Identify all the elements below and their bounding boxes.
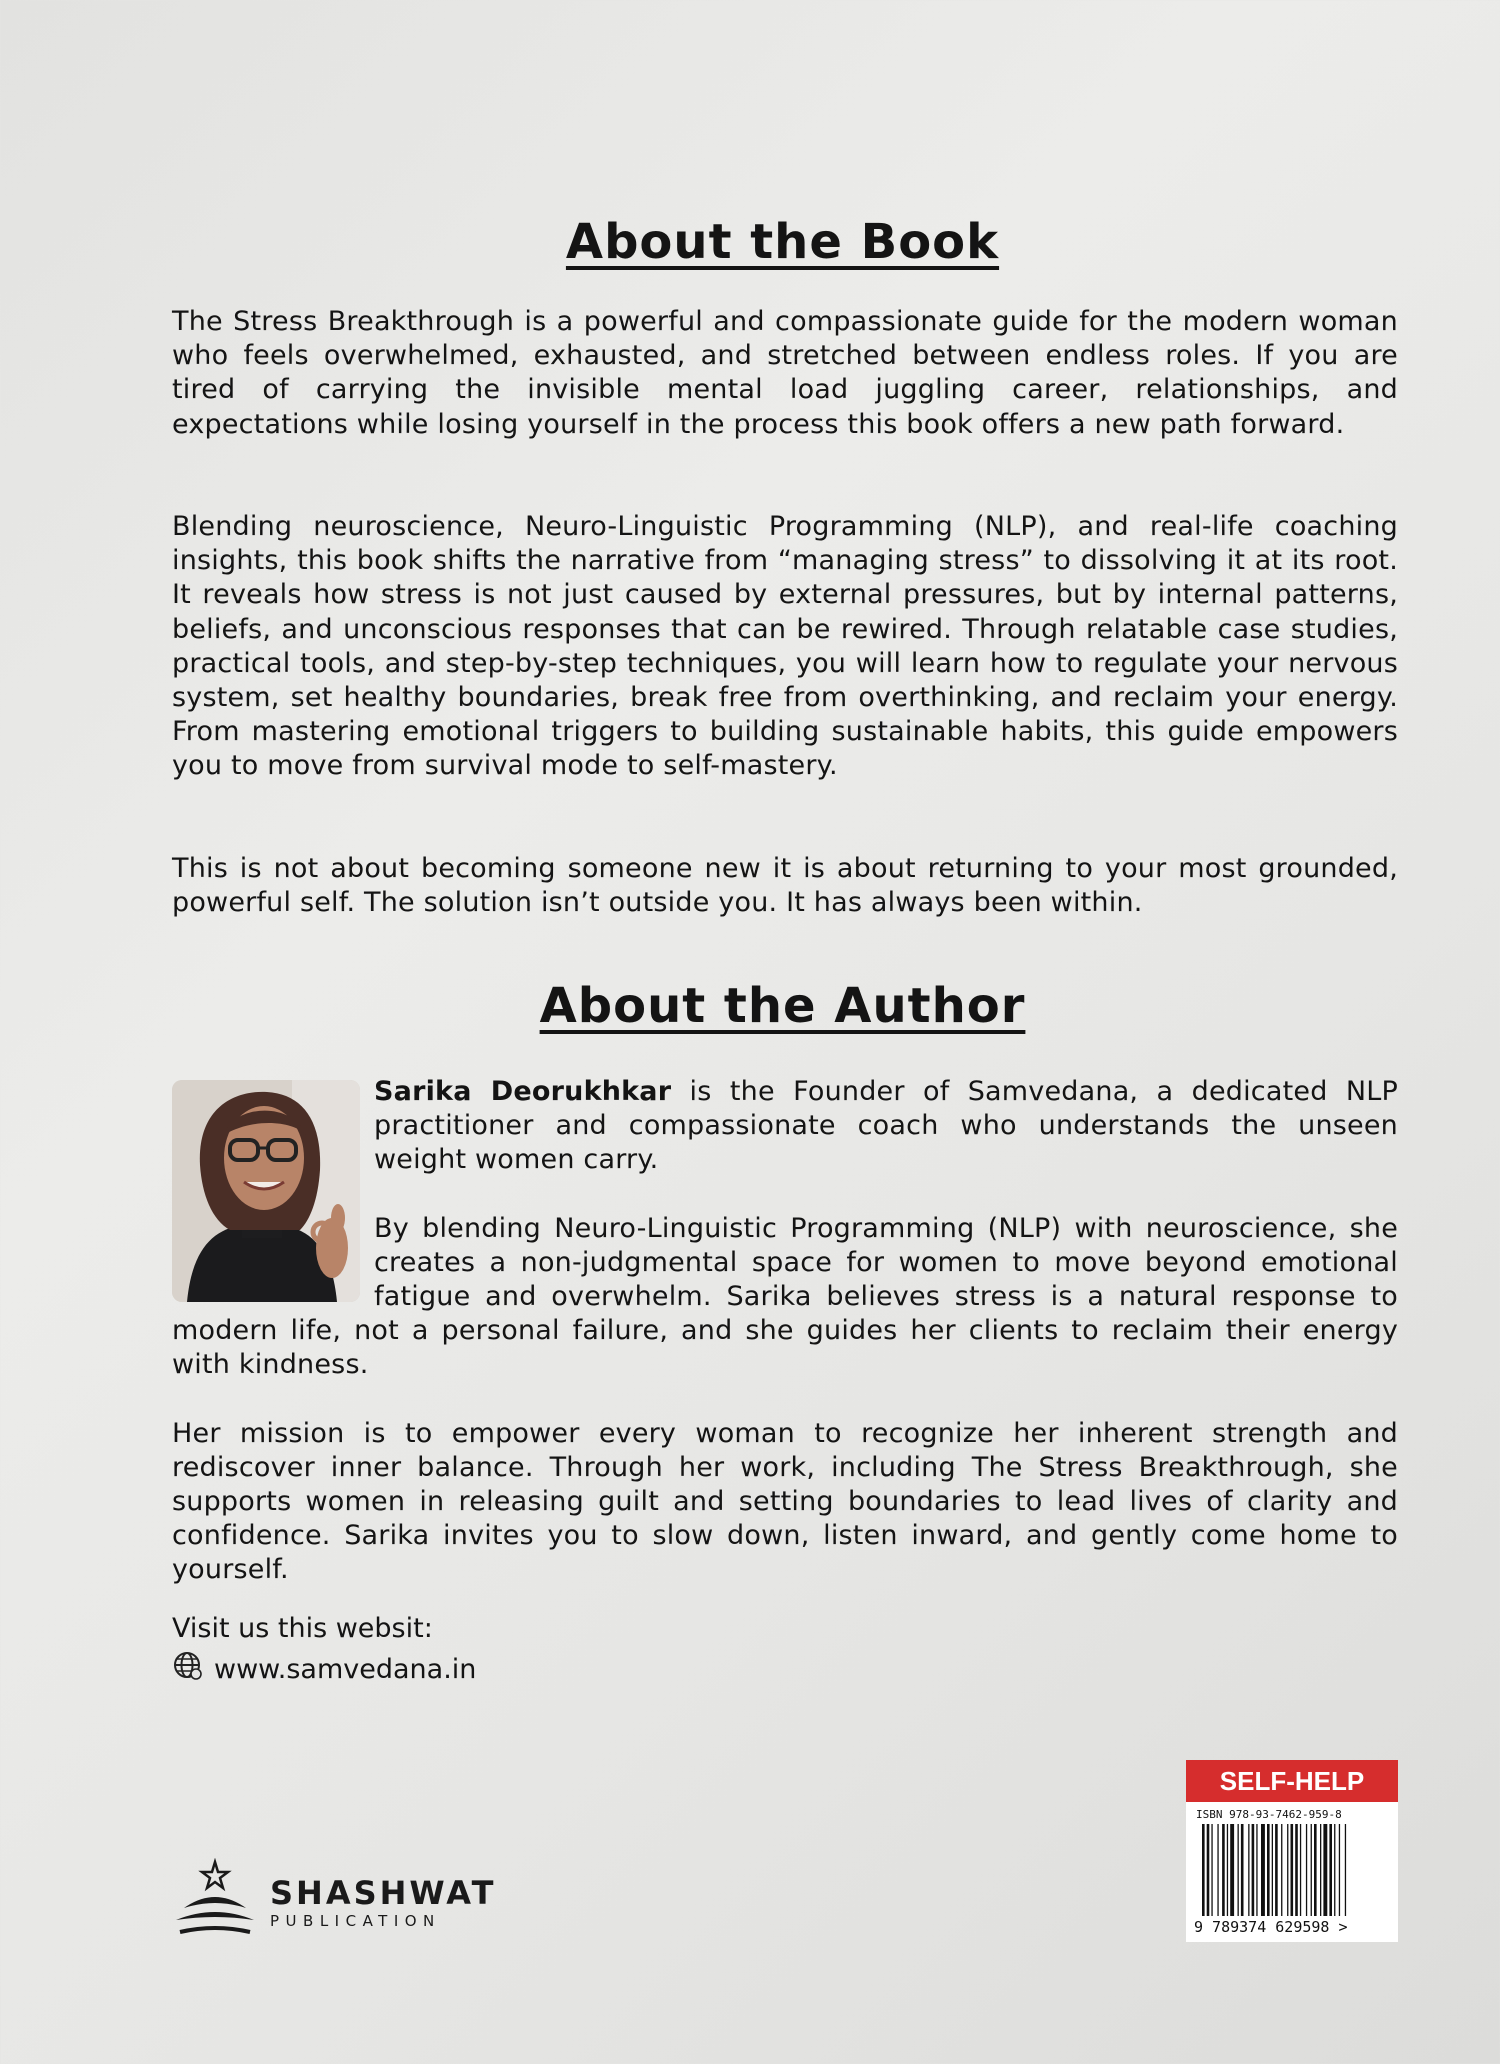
- author-bio: [172, 1075, 1398, 1622]
- barcode-block: [1186, 1760, 1398, 1942]
- publisher-logo: [170, 1858, 510, 1942]
- website-link[interactable]: [172, 1650, 476, 1689]
- about-author-heading: About the Author: [539, 978, 1026, 1034]
- visit-label: Visit us this websit:: [172, 1613, 433, 1644]
- author-paragraph-3: Her mission is to empower every woman to recognize her inherent strength and rediscover inner balance. Through her work, including The Stress Breakthrough, she supports women in releasing guilt and setting boundaries to lead lives of clarity and confidence. Sarika invites you to slow down, listen inward, and gently come home to yourself.: [172, 1417, 1398, 1586]
- isbn-text: ISBN 978-93-7462-959-8: [1196, 1808, 1342, 1821]
- book-paragraph-1: The Stress Breakthrough is a powerful and compassionate guide for the modern woman who feels overwhelmed, exhausted, and stretched between endless roles. If you are tired of carrying the invisible mental load juggling career, relationships, and expectations while losing yourself in the process this book offers a new path forward.: [172, 306, 1398, 440]
- author-intro: Sarika Deorukhkar is the Founder of Samvedana, a dedicated NLP practitioner and compassionate coach who understands the unseen weight women carry.: [374, 1076, 1398, 1176]
- author-paragraph-2: By blending Neuro-Linguistic Programming (NLP) with neuroscience, she creates a non-judgmental space for women to move beyond emotional fatigue and overwhelm. Sarika believes stress is a natural response to modern life, not a personal failure, and she guides her clients to reclaim their energy with kindness.: [172, 1212, 1398, 1381]
- author-name: Sarika Deorukhkar: [374, 1076, 672, 1107]
- book-paragraph-2: Blending neuroscience, Neuro-Linguistic Programming (NLP), and real-life coaching insights, this book shifts the narrative from “managing stress” to dissolving it at its root. It reveals how stress is not just caused by external pressures, but by internal patterns, beliefs, and unconscious responses that can be rewired. Through relatable case studies, practical tools, and step-by-step techniques, you will learn how to regulate your nervous system, set healthy boundaries, break free from overthinking, and reclaim your energy. From mastering emotional triggers to building sustainable habits, this guide empowers you to move from survival mode to self-mastery.: [172, 511, 1398, 782]
- genre-badge: SELF-HELP: [1186, 1760, 1398, 1802]
- publisher-name: SHASHWAT: [270, 1874, 497, 1912]
- barcode-bars: [1202, 1824, 1386, 1916]
- about-book-heading: About the Book: [565, 214, 1000, 270]
- publisher-emblem-icon: [170, 1858, 260, 1942]
- barcode-number: 9 789374 629598 >: [1194, 1918, 1348, 1936]
- publisher-subtitle: PUBLICATION: [270, 1912, 441, 1930]
- globe-icon: [172, 1650, 202, 1689]
- book-paragraph-3: This is not about becoming someone new it is about returning to your most grounded, powerful self. The solution isn’t outside you. It has always been within.: [172, 853, 1398, 919]
- website-url[interactable]: www.samvedana.in: [214, 1653, 477, 1685]
